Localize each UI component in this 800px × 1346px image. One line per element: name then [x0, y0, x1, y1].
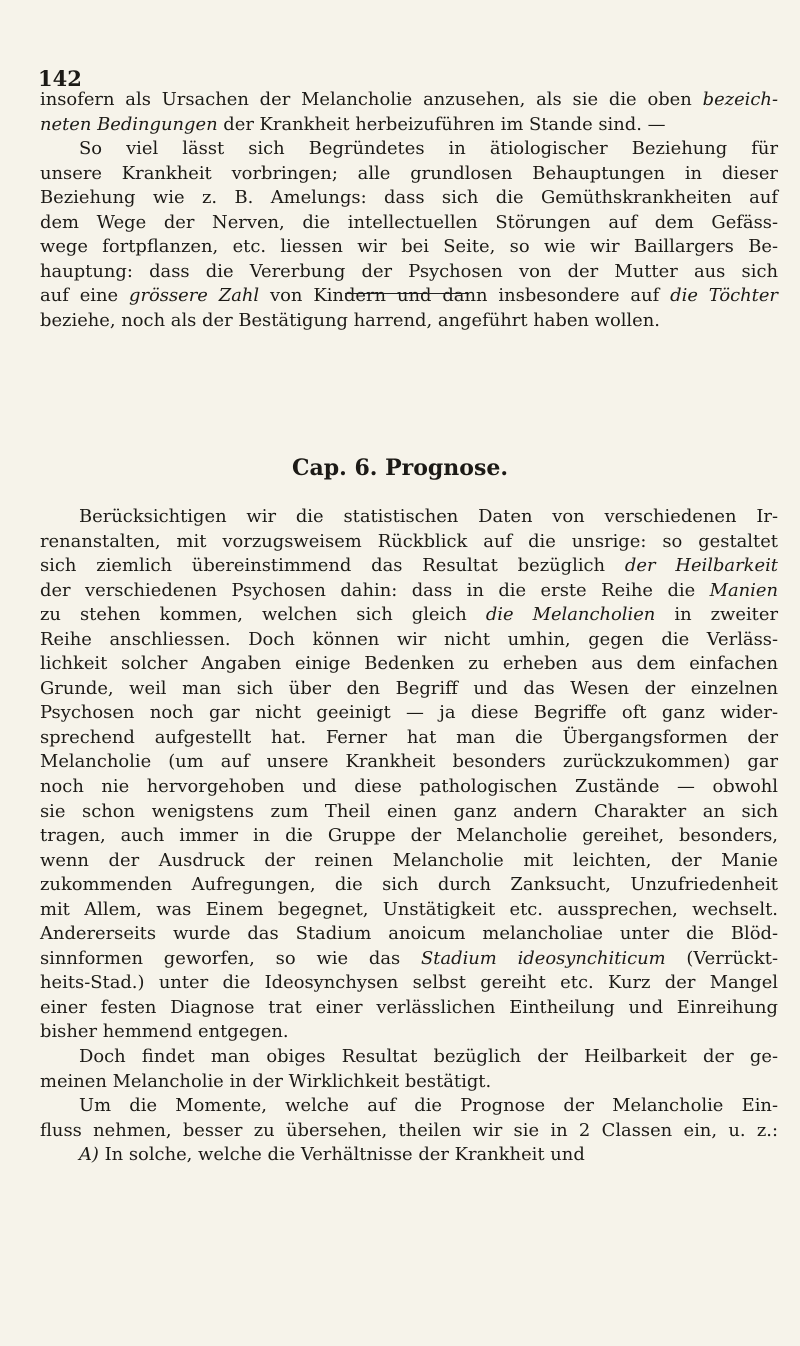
text-run: Um die Momente, welche auf die Prognose der Melancholie Ein- [79, 1095, 778, 1117]
text-run: einer festen Diagnose trat einer verlässlichen Eintheilung und Einreihung [40, 996, 778, 1018]
text-line [40, 947, 778, 972]
text-run: Psychosen noch gar nicht geeinigt — ja diese Begriffe oft ganz wider- [40, 702, 778, 724]
text-run: bisher hemmend entgegen. [40, 1021, 289, 1043]
text-line [40, 162, 778, 187]
text-line [40, 996, 778, 1021]
text-line [40, 235, 778, 260]
text-line [40, 186, 778, 211]
chapter-heading: Cap. 6. Prognose. [292, 455, 508, 481]
text-line [40, 1119, 778, 1144]
text-run: renanstalten, mit vorzugsweisem Rückblick auf die unsrige: so gestaltet [40, 530, 778, 552]
text-line [40, 824, 778, 849]
emphasis-text: die Melancholien [485, 604, 656, 626]
emphasis-text: Manien [709, 579, 778, 601]
emphasis-text: neten Bedingungen [40, 113, 218, 135]
text-line [40, 211, 778, 236]
text-run: dem Wege der Nerven, die intellectuellen Störungen auf dem Gefäss- [40, 211, 778, 233]
text-run: insofern als Ursachen der Melancholie anzusehen, als sie die oben [40, 89, 703, 110]
paragraph-prognosis [40, 505, 778, 1168]
text-run: sich ziemlich übereinstimmend das Resultat bezüglich [40, 555, 625, 577]
emphasis-text: Stadium ideosynchiticum [421, 947, 666, 969]
text-run: In solche, welche die Verhältnisse der Krankheit und [98, 1144, 585, 1166]
text-line [40, 137, 778, 162]
text-run: Beziehung wie z. B. Amelungs: dass sich die Gemüthskrankheiten auf [40, 187, 778, 209]
text-line [40, 628, 778, 653]
text-run: sie schon wenigstens zum Theil einen ganz andern Charakter an sich [40, 800, 778, 822]
text-run: wege fortpflanzen, etc. liessen wir bei Seite, so wie wir Baillargers Be- [40, 236, 778, 258]
text-line [40, 284, 778, 309]
text-run: hauptung: dass die Vererbung der Psychosen von der Mutter aus sich [40, 260, 778, 282]
emphasis-text: bezeich- [702, 89, 778, 110]
text-run: lichkeit solcher Angaben einige Bedenken zu erheben aus dem einfachen [40, 653, 778, 675]
text-run: meinen Melancholie in der Wirklichkeit bestätigt. [40, 1070, 492, 1092]
emphasis-text: A) [79, 1144, 99, 1166]
text-run: heits-Stad.) unter die Ideosynchysen selbst gereiht etc. Kurz der Mangel [40, 972, 778, 994]
text-line [40, 505, 778, 530]
text-line [40, 1020, 778, 1045]
text-run: unsere Krankheit vorbringen; alle grundlosen Behauptungen in dieser [40, 162, 778, 184]
text-run: sprechend aufgestellt hat. Ferner hat man die Übergangsformen der [40, 726, 778, 748]
text-run: von Kindern und dann insbesondere auf [259, 285, 671, 307]
text-line [40, 1094, 778, 1119]
text-line [40, 309, 778, 334]
text-line [40, 88, 778, 113]
text-line [40, 579, 778, 604]
text-line [40, 554, 778, 579]
text-run: Reihe anschliessen. Doch können wir nicht umhin, gegen die Verläss- [40, 628, 778, 650]
paragraph-aetiology [40, 88, 778, 333]
text-line [40, 800, 778, 825]
text-line [40, 922, 778, 947]
text-line [40, 849, 778, 874]
text-run: noch nie hervorgehoben und diese pathologischen Zustände — obwohl [40, 776, 778, 798]
text-line [40, 701, 778, 726]
text-line [40, 873, 778, 898]
text-run: fluss nehmen, besser zu übersehen, theilen wir sie in 2 Classen ein, u. z.: [40, 1119, 778, 1141]
text-run: Grunde, weil man sich über den Begriff und das Wesen der einzelnen [40, 677, 778, 699]
text-line [40, 726, 778, 751]
text-line [40, 1045, 778, 1070]
text-line [40, 971, 778, 996]
text-run: Melancholie (um auf unsere Krankheit besonders zurückzukommen) gar [40, 751, 778, 773]
text-line [40, 775, 778, 800]
emphasis-text: grössere Zahl [129, 285, 260, 307]
text-run: wenn der Ausdruck der reinen Melancholie mit leichten, der Manie [40, 849, 778, 871]
text-line [40, 1143, 778, 1168]
text-run: mit Allem, was Einem begegnet, Unstätigkeit etc. aussprechen, wechselt. [40, 898, 778, 920]
text-run: beziehe, noch als der Bestätigung harrend, angeführt haben wollen. [40, 309, 660, 331]
text-run: der Krankheit herbeizuführen im Stande sind. — [217, 113, 666, 135]
text-run: So viel lässt sich Begründetes in ätiologischer Beziehung für [79, 138, 778, 160]
text-line [40, 113, 778, 138]
text-run: sinnformen geworfen, so wie das [40, 947, 421, 969]
text-line [40, 750, 778, 775]
text-run: zu stehen kommen, welchen sich gleich [40, 604, 486, 626]
text-line [40, 603, 778, 628]
text-line [40, 652, 778, 677]
page-number: 142 [38, 66, 82, 91]
emphasis-text: der Heilbarkeit [624, 555, 778, 577]
text-run: der verschiedenen Psychosen dahin: dass in die erste Reihe die [40, 579, 710, 601]
text-run: Doch findet man obiges Resultat bezüglich der Heilbarkeit der ge- [79, 1046, 778, 1068]
text-run: Berücksichtigen wir die statistischen Daten von verschiedenen Ir- [79, 506, 778, 527]
text-run: in zweiter [655, 604, 778, 626]
text-line [40, 1070, 778, 1095]
text-line [40, 530, 778, 555]
text-run: zukommenden Aufregungen, die sich durch Zanksucht, Unzufriedenheit [40, 874, 778, 896]
text-run: tragen, auch immer in die Gruppe der Melancholie gereihet, besonders, [40, 825, 778, 847]
text-line [40, 260, 778, 285]
text-run: Andererseits wurde das Stadium anoicum melancholiae unter die Blöd- [40, 923, 778, 945]
text-line [40, 677, 778, 702]
text-run: (Verrückt- [665, 947, 778, 969]
text-line [40, 898, 778, 923]
text-run: auf eine [40, 285, 130, 307]
section-divider [345, 293, 469, 294]
emphasis-text: die Töchter [670, 285, 778, 307]
